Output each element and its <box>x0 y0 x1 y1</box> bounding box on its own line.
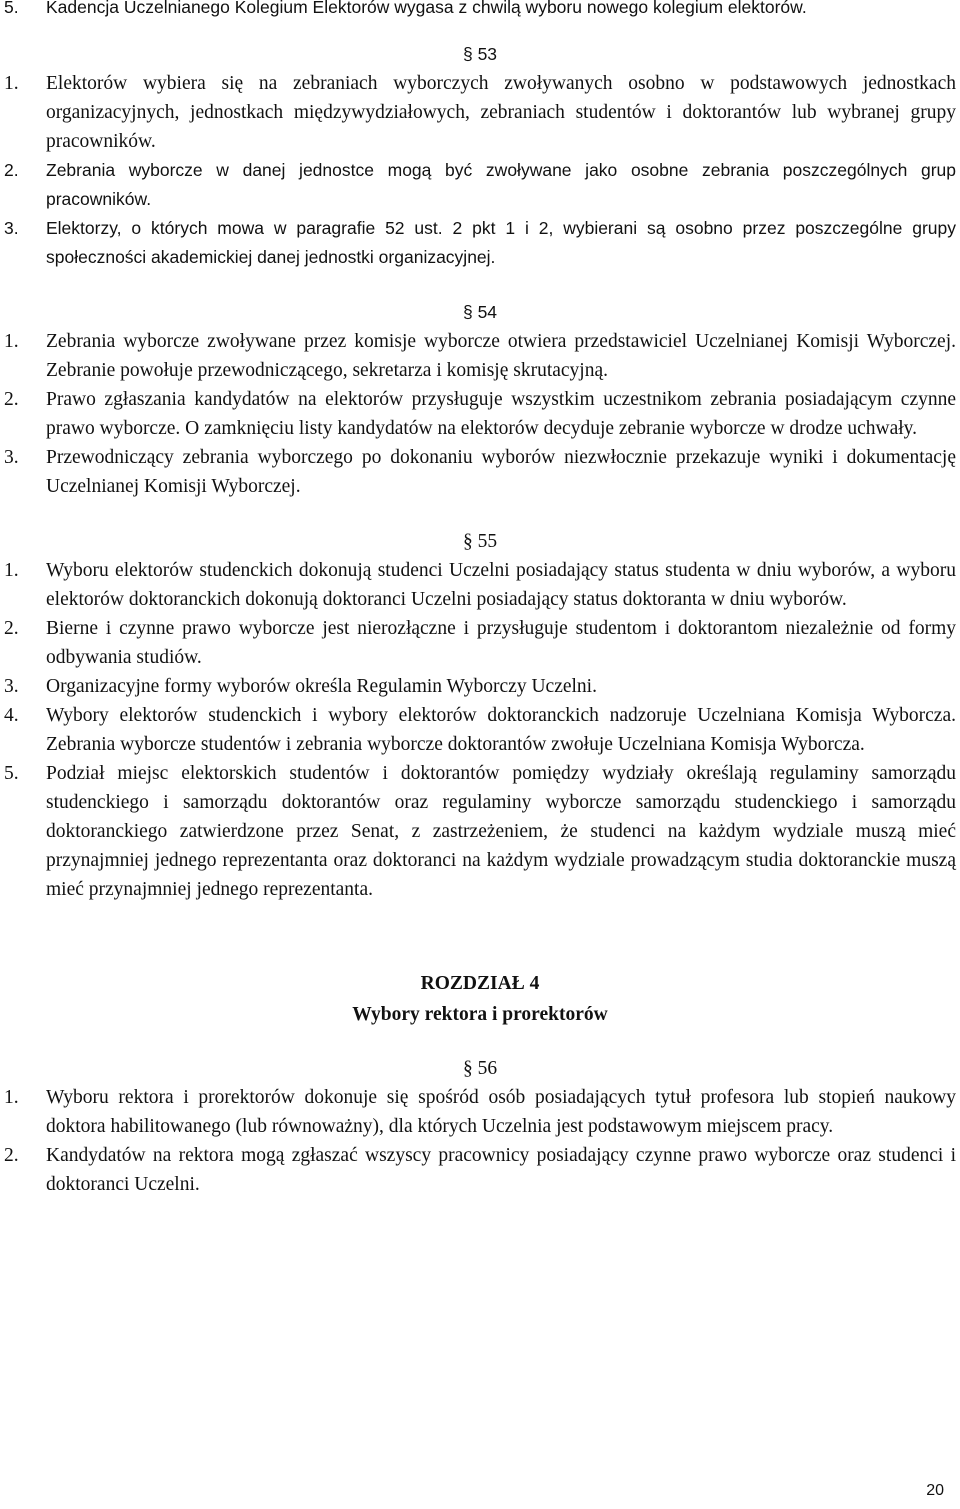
item-text: Wyboru rektora i prorektorów dokonuje się spośród osób posiadających tytuł profesora lub stopień naukowy doktora habilitowanego (lub równoważny), dla których Uczelnia jest podstawowym miejscem pracy. <box>46 1087 956 1137</box>
item-number: 1. <box>4 73 19 94</box>
item-text: Elektorzy, o których mowa w paragrafie 52 ust. 2 pkt 1 i 2, wybierani są osobno przez poszczególne grupy społeczności akademickiej danej jednostki organizacyjnej. <box>46 218 956 267</box>
item-text: Kandydatów na rektora mogą zgłaszać wszyscy pracownicy posiadający czynne prawo wyborcze oraz studenci i doktoranci Uczelni. <box>46 1145 956 1195</box>
paragraph-heading-54: § 54 <box>462 302 498 322</box>
paragraph-heading-55: § 55 <box>462 531 498 552</box>
list-item <box>0 614 960 672</box>
page-number: 20 <box>926 1482 944 1499</box>
list-item <box>0 443 960 501</box>
item-text: Przewodniczący zebrania wyborczego po dokonaniu wyborów niezwłocznie przekazuje wyniki i dokumentację Uczelnianej Komisji Wyborczej. <box>46 447 956 497</box>
item-text: Zebrania wyborcze w danej jednostce mogą być zwoływane jako osobne zebrania poszczególnych grup pracowników. <box>46 160 956 209</box>
item-number: 3. <box>4 447 19 468</box>
item-text: Podział miejsc elektorskich studentów i doktorantów pomiędzy wydziały określają regulaminy samorządu studenckiego i samorządu doktorantów oraz regulaminy wyborcze samorządu studenckiego i samorządu doktoranckiego zatwierdzone przez Senat, z zastrzeżeniem, że studenci na każdym wydziale muszą mieć przynajmniej jednego reprezentanta oraz doktoranci na każdym wydziale prowadzącym studia doktoranckie muszą mieć przynajmniej jednego reprezentanta. <box>46 763 956 900</box>
chapter-title: ROZDZIAŁ 4 <box>420 973 540 994</box>
item-number: 1. <box>4 1087 19 1108</box>
item-text: Kadencja Uczelnianego Kolegium Elektorów wygasa z chwilą wyboru nowego kolegium elektorów. <box>46 0 807 17</box>
list-item <box>0 327 960 385</box>
list-item <box>0 1141 960 1199</box>
item-number: 3. <box>4 218 19 238</box>
item-text: Prawo zgłaszania kandydatów na elektorów przysługuje wszystkim uczestnikom zebrania posiadającym czynne prawo wyborcze. O zamknięciu listy kandydatów na elektorów decyduje zebranie wyborcze w drodze uchwały. <box>46 389 956 439</box>
item-number: 1. <box>4 560 19 581</box>
item-number: 2. <box>4 160 19 180</box>
paragraph-heading-56: § 56 <box>462 1058 498 1079</box>
item-number: 5. <box>4 0 19 17</box>
list-item <box>0 1083 960 1141</box>
item-number: 2. <box>4 389 19 410</box>
list-item <box>0 759 960 904</box>
item-number: 1. <box>4 331 19 352</box>
item-text: Organizacyjne formy wyborów określa Regulamin Wyborczy Uczelni. <box>46 676 597 697</box>
item-text: Elektorów wybiera się na zebraniach wyborczych zwoływanych osobno w podstawowych jednostkach organizacyjnych, jednostkach międzywydziałowych, zebraniach studentów i doktorantów lub wybranej grupy pracowników. <box>46 73 956 152</box>
paragraph-heading-53: § 53 <box>462 44 498 64</box>
item-text: Bierne i czynne prawo wyborcze jest nierozłączne i przysługuje studentom i doktorantom niezależnie od formy odbywania studiów. <box>46 618 956 668</box>
list-item <box>0 69 960 156</box>
item-number: 4. <box>4 705 19 726</box>
item-number: 3. <box>4 676 19 697</box>
list-item <box>0 214 960 272</box>
list-item <box>0 156 960 214</box>
item-text: Wybory elektorów studenckich i wybory elektorów doktoranckich nadzoruje Uczelniana Komisja Wyborcza. Zebrania wyborcze studentów i zebrania wyborcze doktorantów zwołuje Uczelniana Komisja Wyborcza. <box>46 705 956 755</box>
list-item <box>0 701 960 759</box>
list-item <box>0 0 960 22</box>
item-text: Wyboru elektorów studenckich dokonują studenci Uczelni posiadający status studenta w dniu wyborów, a wyboru elektorów doktoranckich dokonują doktoranci Uczelni posiadający status doktoranta w dniu wyborów. <box>46 560 956 610</box>
list-item <box>0 385 960 443</box>
item-text: Zebrania wyborcze zwoływane przez komisje wyborcze otwiera przedstawiciel Uczelnianej Komisji Wyborczej. Zebranie powołuje przewodniczącego, sekretarza i komisję skrutacyjną. <box>46 331 956 381</box>
item-number: 5. <box>4 763 19 784</box>
list-item <box>0 556 960 614</box>
list-item <box>0 672 960 701</box>
item-number: 2. <box>4 618 19 639</box>
chapter-subtitle: Wybory rektora i prorektorów <box>352 1004 608 1025</box>
item-number: 2. <box>4 1145 19 1166</box>
